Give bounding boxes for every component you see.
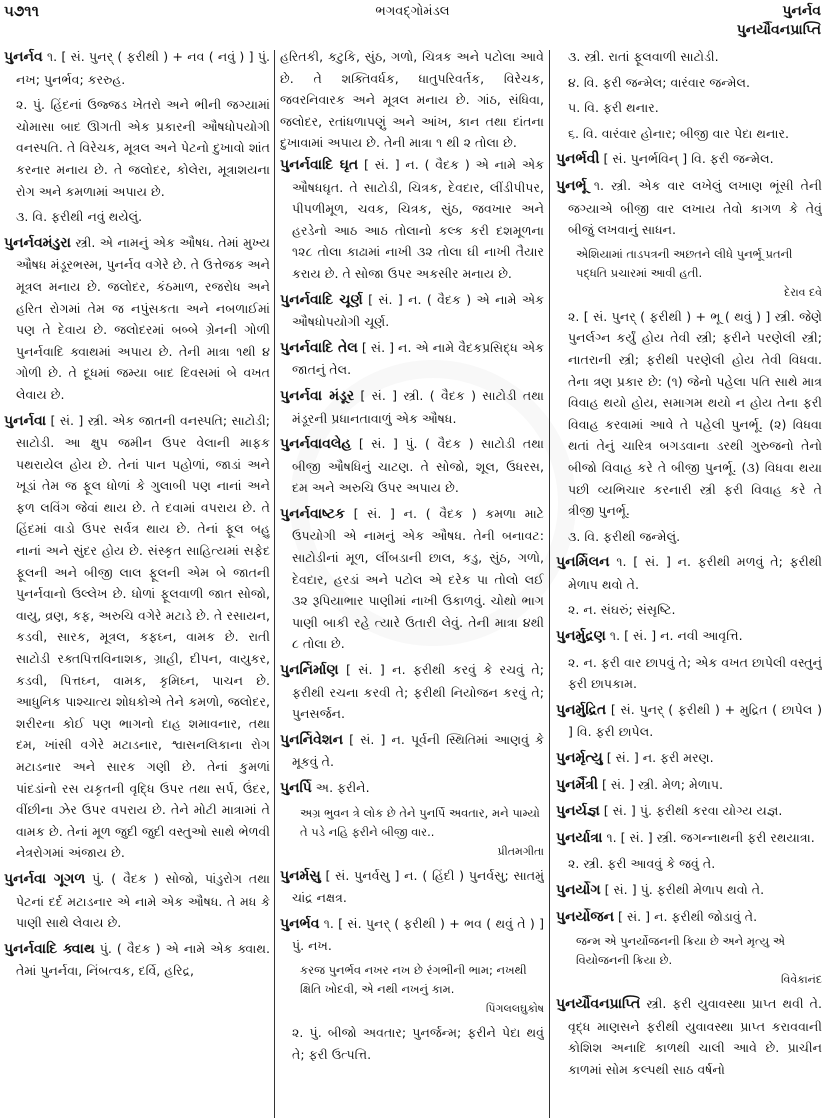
entry-sense [556,652,822,695]
dictionary-entry [556,175,822,241]
definition-text: [ સં. ] પું. ફરીથી કરવા યોગ્ય યજ્ઞ. [599,803,783,819]
quote-text: જન્મ એ પુનર્યોજનની ક્રિયા છે અને મૃત્યુ એ વિયોજનની ક્રિયા છે. [576,934,786,968]
citation-quote [280,961,544,1018]
dictionary-entry [4,232,270,406]
definition-text: [ સં. ] સ્ત્રી. મેળ; મેળાપ. [598,776,724,792]
headword: પુનર્નવમંડુરા [4,234,71,251]
quote-text: એશિયામાં તાડપત્રની અછતને લીધે પુનર્ભૂ પ્રતની પદ્ધતિ પ્રચારમાં આવી હતી. [576,246,793,280]
definition-text: [ સં. ] પું. ( વૈદક ) સાટોડી તથા બીજી ઔષધિનું ચાટણ. તે સોજો, શૂલ, ઉધરસ, દમ અને અરુચિ ઉપર અપાય છે. [292,436,544,496]
definition-text: [ સં. ] ન. પૂર્વની સ્થિતિમાં આણવું કે મૂકવું તે. [292,731,544,770]
definition-text: ૧. [ સં. ] સ્ત્રી. જગન્નાથની ફરી રથયાત્રા. [602,829,815,845]
dictionary-entry [4,938,270,982]
dictionary-entry [556,551,822,595]
definition-text: ૧. [ સં. ] ન. ફરીથી મળવું તે; ફરીથી મેળાપ થવો તે. [568,554,822,592]
headword: પુનર્નવાષ્ટક [280,505,345,522]
dictionary-entry [280,659,544,725]
definition-text: ૧. [ સં. ] ન. નવી આવૃત્તિ. [605,628,743,644]
dictionary-entry [280,913,544,957]
headword: પુનર્નવાદિ ઘૃત [280,156,359,173]
entry-sense [556,72,822,94]
entry-sense [556,853,822,875]
headword: પુનર્યોગ [556,882,601,898]
definition-text: ૨. ન. ફરી વાર છાપવું તે; એક વખત છાપેલી વસ્તુનું ફરી છાપકામ. [568,654,822,692]
quote-text: અગ્ર ભુવન ત્રે લોક છે તેને પુનર્પિ અવતાર, મને પામ્યો તે પડે નહિ ફરીને બીજી વાર.. [300,805,540,839]
headword: પુનર્નવાદિ ચૂર્ણ [280,291,363,308]
quote-source: પિંગલલઘુકોષ [485,1001,544,1015]
definition-text: ૧. [ સં. પુનર્ ( ફરીથી ) + નવ ( નવું ) ] પું. નખ; પુનર્ભવ; કરરુહ. [16,49,270,87]
headword: પુનર્યાત્રા [556,829,603,846]
headword: પુનર્નવાદિ તેલ [280,339,358,356]
column-2 [280,46,544,1118]
definition-text: [ સં. ] ન. ( વૈદક ) એ નામે એક ઔષધઘૃત. તે સાટોડી, ચિત્રક, દેવદાર, લીંડીપીપર, પીપળીમૂળ, ચવક, ચિત્રક, સુંઠ, જવખાર અને હરડેનો આઠ આઠ તોલાનો કલ્ક કરી દશમૂળના ૧૨૮ તોલા કાઢામાં નાખી ૩૨ તોલા ઘી નાખી તૈયાર કરાય છે. તે સોજા ઉપર અકસીર મનાય છે. [292,156,544,281]
headword: પુનર્યૌવનપ્રાપ્તિ [556,996,641,1013]
dictionary-entry [556,800,822,823]
column-1 [4,46,270,1118]
dictionary-entry [556,699,822,743]
dictionary-entry [556,906,822,929]
page-number: ૫૭૧૧ [4,2,39,20]
definition-text: ૧. [ સં. પુનર્ ( ફરીથી ) + ભવ ( થવું તે ) ] પું. નખ. [292,915,544,954]
definition-text: ૨. ન. સંઘરું; સંસૃષ્ટિ. [568,602,676,618]
headword: પુનર્યોજન [556,908,615,925]
entry-sense [556,306,822,522]
headword: પુનર્યજ્ઞ [556,803,600,820]
dictionary-entry [280,503,544,655]
headword: પુનર્પિ [280,780,312,796]
entry-sense [280,1022,544,1065]
dictionary-entry [556,148,822,171]
citation-quote [556,932,822,989]
entry-sense [556,97,822,119]
dictionary-entry [280,154,544,285]
quote-text: કરજ પુનર્ભવ નખર નખ છે રંગભીની ભામ; નખથી ક્ષિતિ ખોદવી, એ નથી નખનું કામ. [300,962,527,996]
column-divider [549,50,550,1118]
definition-text: ૧. સ્ત્રી. એક વાર લખેલું લખાણ ભૂંસી તેની જગ્યાએ બીજી વાર લખાય તેવો કાગળ કે તેવું બીજું લખવાનું સાધન. [568,177,822,238]
definition-text: ૨. પું. હિંદનાં ઉજ્જડ ખેતરો અને ભીની જગ્યામાં ચોમાસા બાદ ઊગતી એક પ્રકારની ઔષધોપયોગી વનસ્પતિ. તે વિરેચક, મૂત્રલ અને પેટનો દુખાવો શાંત કરનાર મનાય છે. તે જલોદર, કોલેરા, મૂત્રાશયના રોગ અને કમળામાં અપાય છે. [16,97,270,199]
definition-text: [ સં. પુનર્વસુ ] ન. ( હિંદી ) પુનર્વસુ; સાતમું ચાંદ્ર નક્ષત્ર. [292,867,544,906]
definition-text: ૬. વિ. વારંવાર હોનાર; બીજી વાર પેદા થનાર. [568,125,790,141]
entry-sense [4,206,270,228]
definition-text: [ સં. ] સ્ત્રી. ( વૈદક ) સાટોડી તથા મંડૂરની પ્રધાનતાવાળું એક ઔષધ. [292,387,544,426]
definition-text: [ સં. ] ન. ફરી મરણ. [602,750,714,766]
headword: પુનર્મૃત્યુ [556,750,603,767]
definition-text: ૨. પું. બીજો અવતાર; પુનર્જન્મ; ફરીને પેદા થવું તે; ફરી ઉત્પત્તિ. [292,1024,544,1062]
definition-text: ૩. સ્ત્રી. રાતાં ફૂલવાળી સાટોડી. [568,49,719,64]
definition-text: [ સં. ] સ્ત્રી. એક જાતની વનસ્પતિ; સાટોડી; સાટોડી. આ ક્ષુપ જમીન ઉપર વેલાની માફક પથરાયેલ હોય છે. તેનાં પાન પહોળાં, જાડાં અને ખૂડાં તેમ જ ફૂલ ધોળાં કે ગુલાબી પણ નાનાં અને ફળ લવિંગ જેવાં થાય છે. તે દવામાં વપરાય છે. તે હિંદમાં વાડો ઉપર સર્વત્ર થાય છે. તેનાં ફૂલ બહુ નાનાં અને સુંદર હોય છે. સંસ્કૃત સાહિત્યમાં સફેદ ફૂલની અને બીજી લાલ ફૂલની એમ બે જાતની પુનર્નવાનો ઉલ્લેખ છે. ધોળાં ફૂલવાળી જાત સોજો, વાયુ, વ્રણ, કફ, અરુચિ વગેરે મટાડે છે. તે રસાયન, કડવી, સારક, મૂત્રલ, કફઘ્ન, વામક છે. રાતી સાટોડી રક્તપિત્તવિનાશક, ગ્રાહી, દીપન, વાયુકર, કડવી, પિત્તઘ્ન, વામક, કૃમિઘ્ન, પાચન છે. આધુનિક પાશ્ચાત્ય શોધકોએ તેને કમળો, જલોદર, શરીરના કોઈ પણ ભાગનો દાહ શમાવનાર, તથા દમ, ખાંસી વગેરે મટાડનાર, શ્વાસનલિકાના રોગ મટાડનાર અને સારક ગણી છે. તેનાં કુમળાં પાંદડાંનો રસ યકૃતની વૃદ્ધિ ઉપર તથા સર્પ, ઉંદર, વીંછીના ઝેર ઉપર વપરાય છે. તેને મોટી માત્રામાં તે વામક છે. તેનાં મૂળ જુદી જુદી વસ્તુઓ સાથે ભેળવી નેત્રરોગમાં અંજાય છે. [16,412,270,861]
definition-text: ૪. વિ. ફરી જન્મેલ; વારંવાર જન્મેલ. [568,74,751,90]
headword: પુનર્નવ [4,49,43,65]
dictionary-entry [280,337,544,381]
definition-text: હરિતકી, કટુકિ, સુંઠ, ગળો, ચિત્રક અને પટોલા આવે છે. તે શક્તિવર્ધક, ધાતુપરિવર્તક, વિરેચક, જવરનિવારક અને મૂત્રલ મનાય છે. ગાંઠ, સંધિવા, જલોદર, રતાંધળાપણું અને આંખ, કાન તથા દાંતના દુખાવામાં અપાય છે. તેની માત્રા ૧ થી ૨ તોલા છે. [280,49,544,151]
entry-sense [556,526,822,548]
citation-quote [280,804,544,861]
headword: પુનર્નવા ગૂગળ [4,870,86,887]
book-title: ભગવદ્ગોમંડલ [375,4,450,19]
dictionary-entry [556,827,822,850]
definition-text: [ સં. ] ન. ફરીથી કરવું કે રચવું તે; ફરીથી રચના કરવી તે; ફરીથી નિયોજન કરવું તે; પુનસર્જન. [292,662,544,722]
entry-sense [556,599,822,621]
definition-text: [ સં. ] ન. ( વૈદક ) કમળા માટે ઉપયોગી એ નામનું એક ઔષધ. તેની બનાવટ: સાટોડીનાં મૂળ, લીંબડાની છાલ, કડુ, સુંઠ, ગળો, દેવદાર, હરડાં અને પટોલ એ દરેક પા તોલો લઈ ૩૨ રૂપિયાભાર પાણીમાં નાખી ઉકાળવું. ચોથો ભાગ પાણી બાકી રહે ત્યારે ઉતારી લેવું. તેની માત્રા ૪થી ૮ તોલા છે. [292,505,544,652]
headword: પુનર્નવા [4,412,47,429]
entry-sense [556,46,822,68]
definition-text: સ્ત્રી. એ નામનું એક ઔષધ. તેમાં મુખ્ય ઔષધ મંડૂરભસ્મ, પુનર્નવ વગેરે છે. તે ઉત્તેજક અને મૂત્રલ મનાય છે. જલોદર, કંઠમાળ, રજરોધ અને હરિત રોગમાં તેમ જ નપુંસકતા અને નબળાઈમાં પણ તે દેવાય છે. જલોદરમાં બબ્બે ગ્રેનની ગોળી પુનર્નવાદિ ક્વાથમાં અપાય છે. તેની માત્રા ૧થી ૪ ગોળી છે. તે દૂધમાં જમ્યા બાદ દિવસમાં બે વખત લેવાય છે. [16,234,270,402]
definition-text: ૩. વિ. ફરીથી નવું થયેલું. [16,209,143,225]
dictionary-entry [556,993,822,1080]
quote-source: વિવેકાનંદ [781,973,822,987]
definition-text: [ સં. ] ન. એ નામે વૈદકપ્રસિદ્ધ એક જાતનું તેલ. [292,339,544,378]
definition-text: ૨. સ્ત્રી. ફરી આવવું કે જવું તે. [568,856,716,872]
page-header [0,0,825,46]
definition-text: [ સં. ] ન. ( વૈદક ) એ નામે એક ઔષધોપયોગી ચૂર્ણ. [292,291,544,330]
headword: પુનર્નવા મંડૂર [280,387,355,404]
definition-text: [ સં. ] ન. ફરીથી જોડાવું તે. [614,908,758,924]
dictionary-entry [4,46,270,90]
dictionary-entry [556,774,822,797]
dictionary-entry [280,729,544,773]
definition-text: [ સં. ] પું. ફરીથી મેળાપ થવો તે. [600,882,765,897]
dictionary-entry [280,289,544,333]
definition-text: પું. ( વૈદક ) સોજો, પાંડુરોગ તથા પેટનાં દર્દ મટાડનાર એ નામે એક ઔષધ. તે મધ કે પાણી સાથે લેવાય છે. [16,870,270,931]
dictionary-entry [556,625,822,648]
quote-source: દેરાવ દવે [784,285,822,299]
headword: પુનર્નવાદિ ક્વાથ [4,940,95,957]
definition-text: [ સં. પુનર્ ( ફરીથી ) + મુદ્રિત ( છાપેલ ) ] વિ. ફરી છાપેલ. [568,701,822,740]
column-divider [274,50,275,1118]
definition-text: [ સં. પુનર્ભવિન્ ] વિ. ફરી જન્મેલ. [599,151,774,167]
headword: પુનર્ભવી [556,151,600,168]
dictionary-entry [280,385,544,429]
headword: પુનર્નિવેશન [280,731,344,748]
headword: પુનર્મુદ્રણ [556,628,606,645]
definition-text: ૨. [ સં. પુનર્ ( ફરીથી ) + ભૂ ( થવું ) ] સ્ત્રી. જેણે પુનર્લગ્ન કર્યું હોય તેવી સ્ત્રી; ફરીને પરણેલી સ્ત્રી; નાતરાની સ્ત્રી; ફરીથી પરણેલી હોય તેવી વિધવા. તેના ત્રણ પ્રકાર છે: (૧) જેનો પહેલા પતિ સાથે માત્ર વિવાહ થયો હોય, સમાગમ થયો ન હોય તેના ફરી વિવાહ કરવામાં આવે તે પહેલી પુનર્ભૂ. (૨) વિધવા થતાં તેનું ચારિત્ર બગડવાના ડરથી ગુરુજનો તેનો બીજો વિવાહ કરે તે બીજી પુનર્ભૂ. (૩) વિધવા થયા પછી વ્યભિચાર કરનારી સ્ત્રી ફરી વિવાહ કરે તે ત્રીજી પુનર્ભૂ. [568,308,822,519]
column-3 [556,46,822,1118]
entry-sense [556,123,822,145]
guide-word-last: પુનર્યૌવનપ્રાપ્તિ [736,22,821,38]
dictionary-entry [556,879,822,902]
citation-quote [556,245,822,302]
headword: પુનર્નિર્માણ [280,662,339,679]
headword: પુનર્મિલન [556,554,610,571]
definition-text: અ. ફરીને. [311,780,370,795]
quote-source: પ્રીતમગીતા [497,844,544,858]
definition-text: ૫. વિ. ફરી થનાર. [568,100,659,116]
guide-word-first: પુનર્નવ [782,3,821,19]
headword: પુનર્ભવ [280,915,320,932]
dictionary-entry [280,777,544,800]
headword: પુનર્મસુ [280,867,321,884]
entry-sense [280,46,544,154]
entry-sense [4,94,270,202]
guide-words [737,2,821,40]
dictionary-entry [4,868,270,934]
definition-text: ૩. વિ. ફરીથી જન્મેલું. [568,528,681,544]
headword: પુનર્ભૂ [556,177,587,194]
definition-text: પું. ( વૈદક ) એ નામે એક ક્વાથ. તેમાં પુનર્નવા, નિંબત્વક, દર્વિ, હરિદ્ર, [16,940,270,979]
dictionary-entry [280,865,544,909]
headword: પુનર્નવાવલેહ [280,436,352,453]
definition-text: સ્ત્રી. ફરી યુવાવસ્થા પ્રાપ્ત થવી તે. વૃદ્ધ માણસને ફરીથી યુવાવસ્થા પ્રાપ્ત કરાવવાની કોશિશ અનાદિ કાળથી ચાલી આવે છે. પ્રાચીન કાળમાં સોમ કલ્પથી સાઠ વર્ષનો [568,996,822,1077]
headword: પુનર્મૈત્રી [556,776,599,793]
dictionary-entry [4,410,270,864]
dictionary-entry [280,433,544,499]
headword: પુનર્મુદ્રિત [556,701,607,718]
dictionary-entry [556,747,822,770]
